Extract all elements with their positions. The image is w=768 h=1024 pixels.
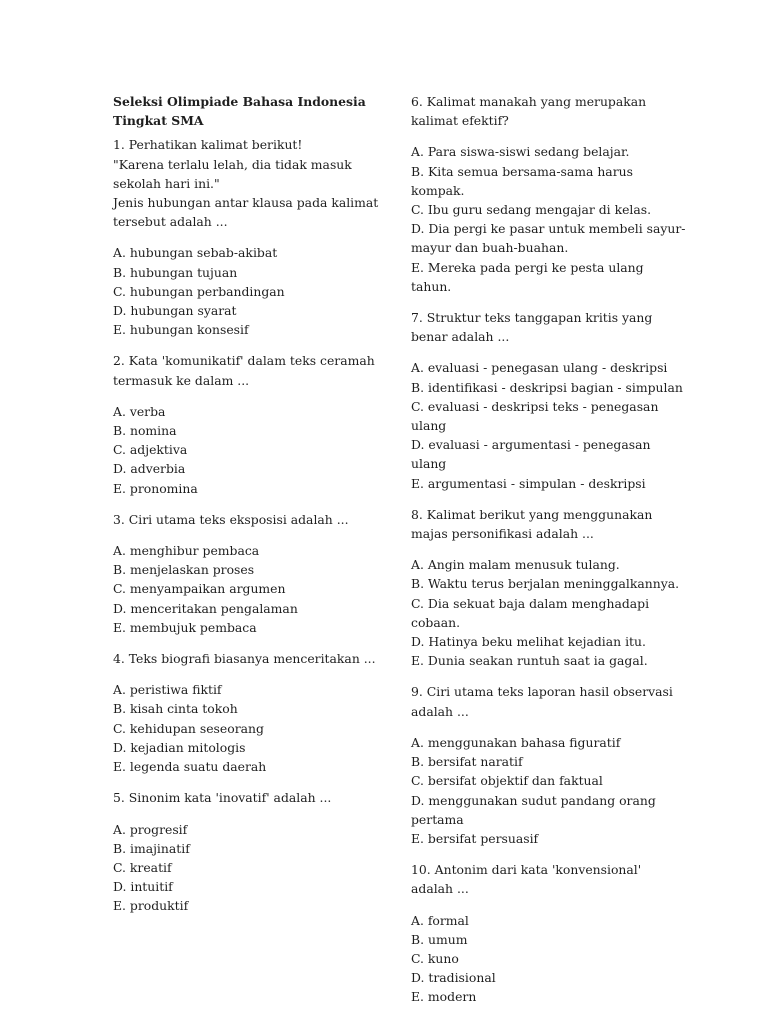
answer-option: A. evaluasi - penegasan ulang - deskripsi: [411, 360, 668, 376]
answer-option: D. evaluasi - argumentasi - penegasan ulang: [411, 437, 651, 472]
answer-option: C. kreatif: [113, 859, 172, 875]
question-stem: [113, 649, 391, 668]
answer-option: B. identifikasi - deskripsi bagian - simpulan: [411, 379, 683, 395]
option-list: [113, 402, 391, 498]
answer-option: A. hubungan sebab-akibat: [113, 245, 278, 261]
answer-option: C. adjektiva: [113, 442, 188, 458]
answer-option: B. kisah cinta tokoh: [113, 701, 238, 717]
answer-option: D. Hatinya beku melihat kejadian itu.: [411, 634, 646, 650]
question-block: [113, 788, 391, 915]
question-block: [113, 649, 391, 776]
answer-option: D. Dia pergi ke pasar untuk membeli sayur-mayur dan buah-buahan.: [411, 221, 686, 256]
question-stem: [113, 510, 391, 529]
answer-option: B. nomina: [113, 423, 177, 439]
question-text: 3. Ciri utama teks eksposisi adalah ...: [113, 511, 349, 527]
title-line: Seleksi Olimpiade Bahasa Indonesia: [113, 94, 366, 109]
answer-option: A. verba: [113, 403, 166, 419]
answer-option: D. menggunakan sudut pandang orang pertama: [411, 792, 656, 827]
answer-option: E. produktif: [113, 898, 189, 914]
question-stem: [113, 135, 391, 231]
answer-option: A. menghibur pembaca: [113, 543, 260, 559]
answer-option: B. Waktu terus berjalan meninggalkannya.: [411, 576, 680, 592]
question-stem: [113, 788, 391, 807]
question-text: 6. Kalimat manakah yang merupakan kalimat efektif?: [411, 94, 647, 129]
answer-option: A. Angin malam menusuk tulang.: [411, 557, 620, 573]
left-column: [113, 92, 391, 928]
question-text: 7. Struktur teks tanggapan kritis yang benar adalah ...: [411, 310, 653, 345]
answer-option: D. hubungan syarat: [113, 303, 237, 319]
answer-option: A. formal: [411, 912, 469, 928]
answer-option: E. legenda suatu daerah: [113, 759, 267, 775]
option-list: [113, 680, 391, 776]
answer-option: A. peristiwa fiktif: [113, 682, 222, 698]
option-list: [411, 555, 686, 670]
answer-option: E. membujuk pembaca: [113, 619, 257, 635]
answer-option: E. Mereka pada pergi ke pesta ulang tahun.: [411, 259, 644, 294]
question-text: 5. Sinonim kata 'inovatif' adalah ...: [113, 790, 332, 806]
question-stem: [411, 308, 686, 346]
question-text: 2. Kata 'komunikatif' dalam teks ceramah termasuk ke dalam ...: [113, 353, 375, 388]
question-text: 1. Perhatikan kalimat berikut!: [113, 137, 303, 153]
answer-option: B. hubungan tujuan: [113, 264, 238, 280]
answer-option: E. modern: [411, 989, 477, 1005]
question-text: 4. Teks biografi biasanya menceritakan ...: [113, 651, 376, 667]
question-block: [113, 135, 391, 339]
question-text: 9. Ciri utama teks laporan hasil observasi adalah ...: [411, 684, 673, 719]
left-question-list: [113, 135, 391, 915]
answer-option: B. umum: [411, 931, 468, 947]
answer-option: C. Dia sekuat baja dalam menghadapi cobaan.: [411, 595, 650, 630]
answer-option: C. bersifat objektif dan faktual: [411, 773, 603, 789]
answer-option: C. kuno: [411, 950, 459, 966]
option-list: [411, 358, 686, 492]
answer-option: B. imajinatif: [113, 840, 190, 856]
answer-option: D. intuitif: [113, 879, 173, 895]
question-stem: [411, 92, 686, 130]
answer-option: C. hubungan perbandingan: [113, 283, 285, 299]
answer-option: D. adverbia: [113, 461, 186, 477]
question-stem: [411, 505, 686, 543]
answer-option: E. Dunia seakan runtuh saat ia gagal.: [411, 653, 648, 669]
answer-option: D. kejadian mitologis: [113, 739, 246, 755]
question-block: [411, 860, 686, 1006]
answer-option: C. evaluasi - deskripsi teks - penegasan ulang: [411, 398, 659, 434]
question-block: [411, 92, 686, 296]
document-title: [113, 92, 391, 130]
question-block: [113, 351, 391, 497]
answer-option: E. pronomina: [113, 480, 198, 496]
answer-option: C. Ibu guru sedang mengajar di kelas.: [411, 202, 652, 218]
answer-option: A. Para siswa-siswi sedang belajar.: [411, 144, 630, 160]
option-list: [411, 911, 686, 1007]
question-text: 8. Kalimat berikut yang menggunakan majas personifikasi adalah ...: [411, 506, 653, 542]
answer-option: E. hubungan konsesif: [113, 322, 249, 338]
answer-option: E. argumentasi - simpulan - deskripsi: [411, 475, 646, 491]
option-list: [411, 142, 686, 296]
question-stem: [113, 351, 391, 389]
question-text: "Karena terlalu lelah, dia tidak masuk sekolah hari ini.": [113, 156, 352, 191]
answer-option: A. menggunakan bahasa figuratif: [411, 734, 621, 750]
answer-option: B. Kita semua bersama-sama harus kompak.: [411, 163, 633, 198]
question-text: 10. Antonim dari kata 'konvensional' adalah ...: [411, 862, 642, 897]
question-block: [411, 308, 686, 493]
question-block: [113, 510, 391, 637]
answer-option: D. menceritakan pengalaman: [113, 600, 298, 616]
answer-option: B. bersifat naratif: [411, 754, 523, 770]
right-column: [411, 92, 686, 1019]
title-line: Tingkat SMA: [113, 113, 204, 129]
question-text: Jenis hubungan antar klausa pada kalimat tersebut adalah ...: [113, 195, 379, 230]
question-block: [411, 682, 686, 848]
answer-option: C. menyampaikan argumen: [113, 581, 286, 597]
answer-option: C. kehidupan seseorang: [113, 720, 264, 736]
answer-option: B. menjelaskan proses: [113, 562, 255, 578]
option-list: [411, 733, 686, 848]
option-list: [113, 820, 391, 916]
right-question-list: [411, 92, 686, 1007]
answer-option: A. progresif: [113, 821, 188, 837]
question-stem: [411, 682, 686, 720]
option-list: [113, 243, 391, 339]
option-list: [113, 541, 391, 637]
question-block: [411, 505, 686, 671]
answer-option: E. bersifat persuasif: [411, 830, 539, 846]
answer-option: D. tradisional: [411, 970, 496, 986]
question-stem: [411, 860, 686, 898]
